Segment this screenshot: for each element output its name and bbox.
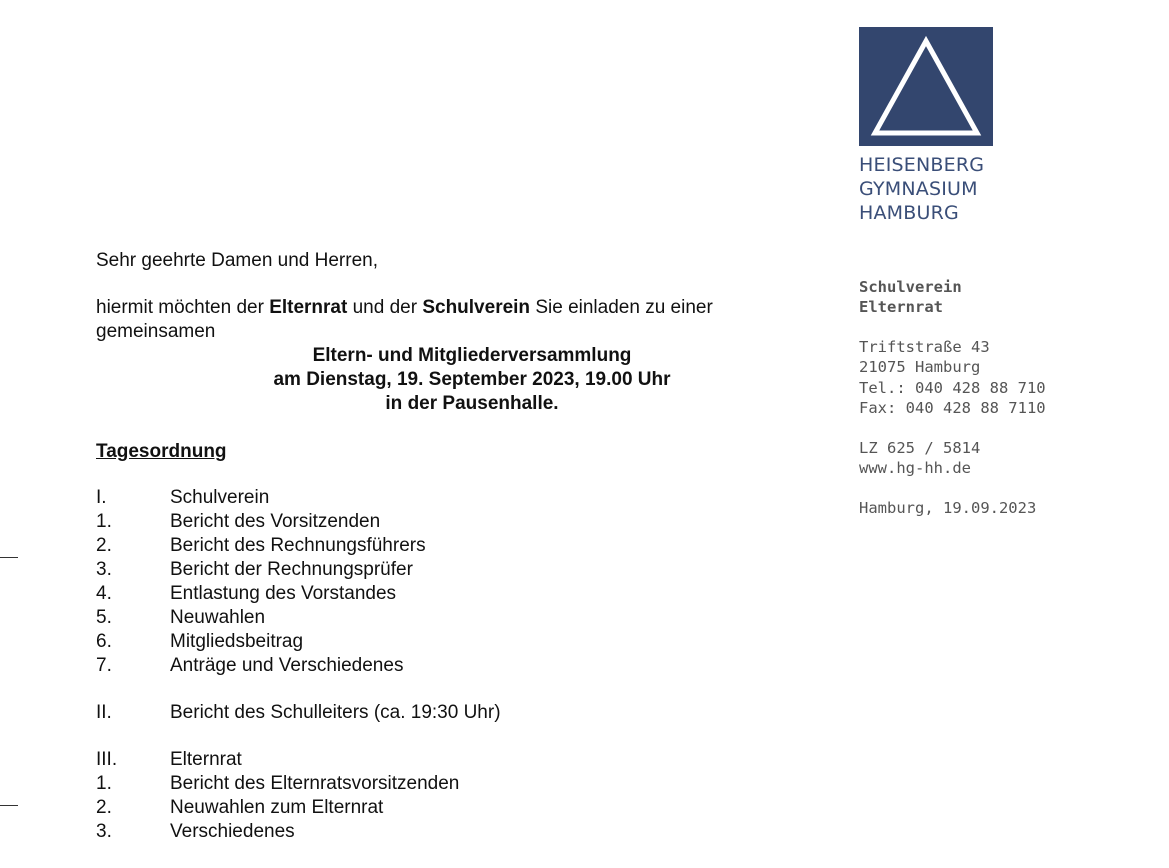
fold-mark-top (0, 557, 18, 558)
agenda-heading: Tagesordnung (96, 441, 227, 462)
intro-text: hiermit möchten der (96, 297, 270, 318)
school-name-line: GYMNASIUM (859, 178, 978, 200)
section-number: I. (96, 487, 107, 508)
reference-code: LZ 625 / 5814 (859, 439, 981, 457)
event-date: am Dienstag, 19. September 2023, 19.00 Uhr (273, 369, 671, 390)
event-details (96, 344, 848, 416)
intro-line-1 (96, 296, 713, 320)
item-label: Bericht des Vorsitzenden (170, 511, 381, 532)
section-number: II. (96, 702, 112, 723)
item-number: 4. (96, 583, 112, 604)
triangle-logo-icon (859, 27, 993, 146)
sender-org: Schulverein (859, 278, 962, 296)
school-logo (859, 27, 993, 146)
item-number: 3. (96, 821, 112, 842)
item-label: Bericht des Rechnungsführers (170, 535, 426, 556)
phone: Tel.: 040 428 88 710 (859, 378, 1046, 397)
item-number: 6. (96, 631, 112, 652)
item-number: 2. (96, 535, 112, 556)
section-title: Elternrat (170, 749, 242, 770)
section-title: Schulverein (170, 487, 270, 508)
event-location: in der Pausenhalle. (385, 393, 559, 414)
section-title: Bericht des Schulleiters (ca. 19:30 Uhr) (170, 702, 501, 723)
item-number: 2. (96, 797, 112, 818)
sender-reference (859, 438, 980, 479)
item-number: 1. (96, 773, 112, 794)
item-label: Neuwahlen (170, 607, 266, 628)
sender-orgs (859, 277, 962, 318)
item-label: Verschiedenes (170, 821, 295, 842)
intro-line-2: gemeinsamen (96, 321, 216, 342)
letter-date: Hamburg, 19.09.2023 (859, 499, 1037, 517)
item-label: Neuwahlen zum Elternrat (170, 797, 384, 818)
website: www.hg-hh.de (859, 459, 971, 478)
item-label: Bericht des Elternratsvorsitzenden (170, 773, 460, 794)
item-number: 1. (96, 511, 112, 532)
intro-schulverein: Schulverein (422, 297, 531, 318)
address-line: Triftstraße 43 (859, 338, 990, 356)
sender-address (859, 337, 1046, 418)
address-line: 21075 Hamburg (859, 358, 981, 377)
item-label: Entlastung des Vorstandes (170, 583, 397, 604)
item-label: Anträge und Verschiedenes (170, 655, 404, 676)
item-number: 7. (96, 655, 112, 676)
school-name-line: HEISENBERG (859, 154, 985, 176)
fold-mark-bottom (0, 805, 18, 806)
salutation: Sehr geehrte Damen und Herren, (96, 250, 378, 271)
item-number: 3. (96, 559, 112, 580)
item-label: Bericht der Rechnungsprüfer (170, 559, 413, 580)
sender-org: Elternrat (859, 298, 943, 317)
school-name-line: HAMBURG (859, 202, 959, 224)
item-label: Mitgliedsbeitrag (170, 631, 304, 652)
item-number: 5. (96, 607, 112, 628)
school-name (859, 153, 984, 225)
event-title: Eltern- und Mitgliederversammlung (312, 345, 632, 366)
intro-text: und der (347, 297, 423, 318)
fax: Fax: 040 428 88 7110 (859, 398, 1046, 417)
intro-text: Sie einladen zu einer (530, 297, 713, 318)
section-number: III. (96, 749, 118, 770)
intro-elternrat: Elternrat (269, 297, 348, 318)
